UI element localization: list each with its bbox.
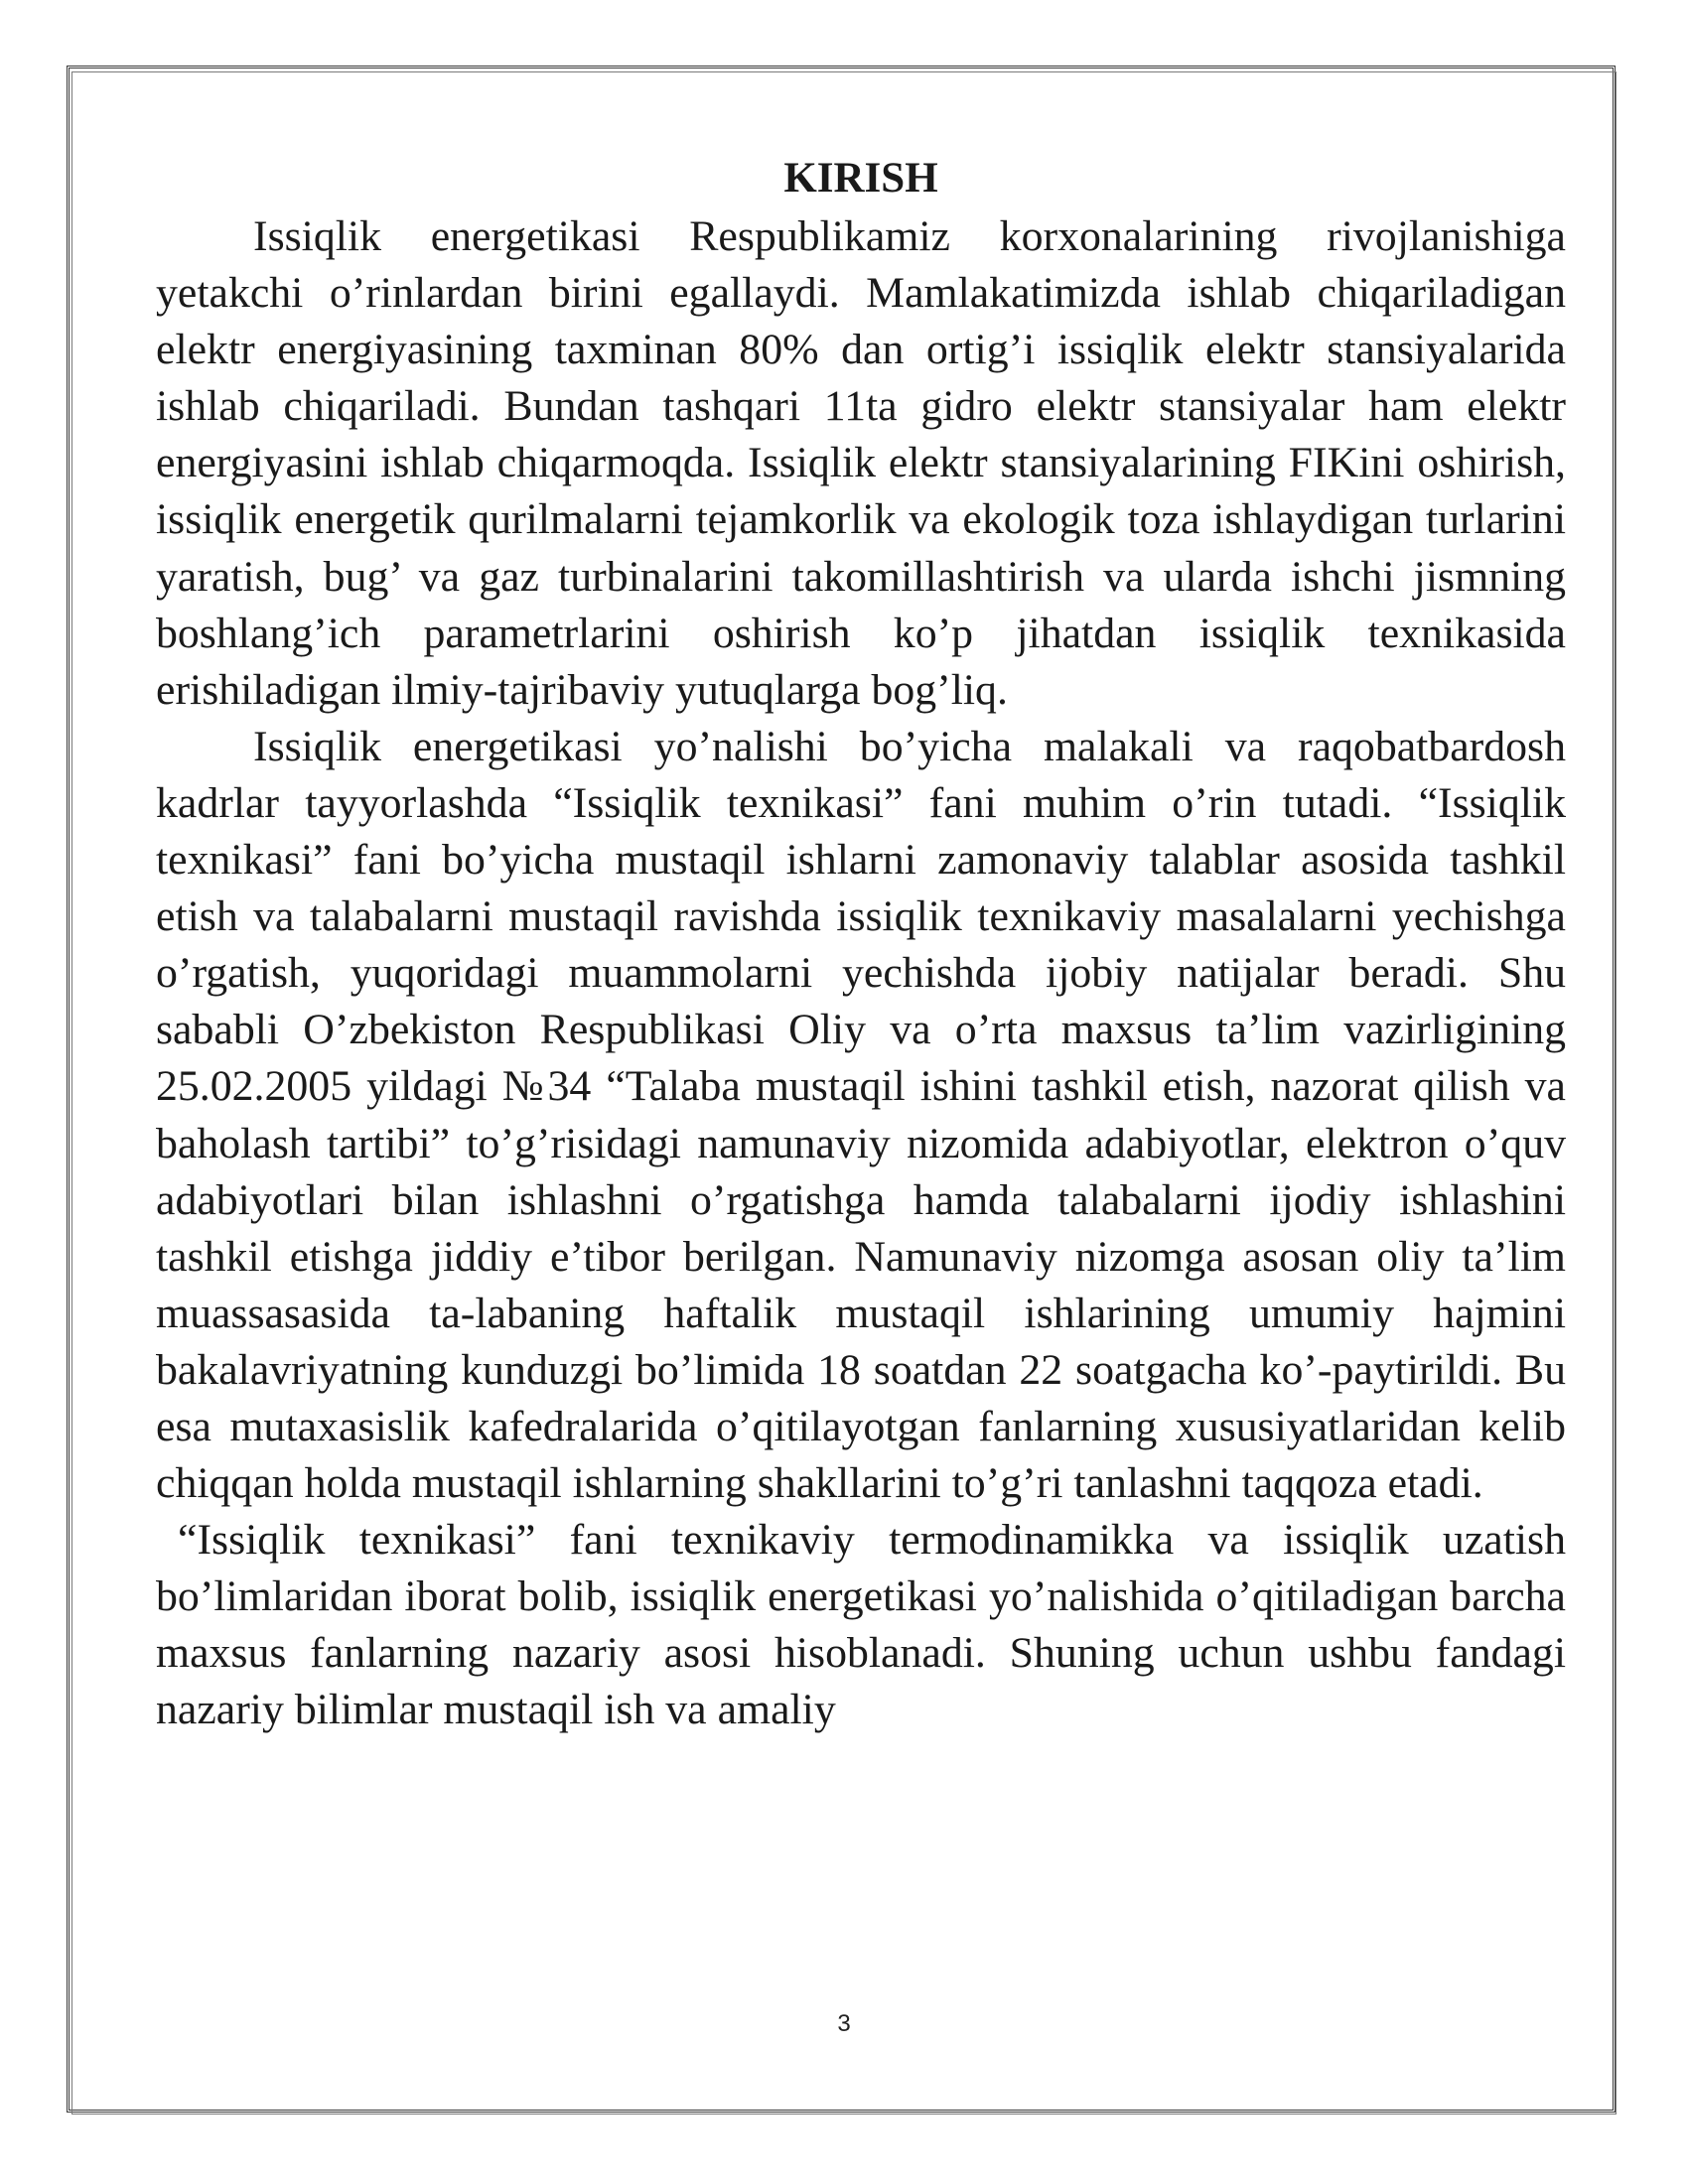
section-title: KIRISH: [783, 155, 938, 202]
page-number: 3: [837, 2010, 851, 2037]
page-content: [156, 149, 1566, 1739]
paragraph-2: Issiqlik energetikasi yo’nalishi bo’yicha malakali va raqobatbardosh kadrlar tayyorlashda “Issiqlik texnikasi” fani muhim o’rin tutadi. “Issiqlik texnikasi” fani bo’yicha mustaqil ishlarni zamonaviy talablar asosida tashkil etish va talabalarni mustaqil ravishda issiqlik texnikaviy masalalarni yechishga o’rgatish, yuqoridagi muammolarni yechishda ijobiy natijalar beradi. Shu sababli O’zbekiston Respublikasi Oliy va o’rta maxsus ta’lim vazirligining 25.02.2005 yildagi №34 “Talaba mustaqil ishini tashkil etish, nazorat qilish va baholash tartibi” to’g’risidagi namunaviy nizomida adabiyotlar, elektron o’quv adabiyotlari bilan ishlashni o’rgatishga hamda talabalarni ijodiy ishlashini tashkil etishga jiddiy e’tibor berilgan. Namunaviy nizomga asosan oliy ta’lim muassasasida ta-labaning haftalik mustaqil ishlarining umumiy hajmini bakalavriyatning kunduzgi bo’limida 18 soatdan 22 soatgacha ko’-paytirildi. Bu esa mutaxasislik kafedralarida o’qitilayotgan fanlarning xususiyatlaridan kelib chiqqan holda mustaqil ishlarning shakllarini to’g’ri tanlashni taqqoza etadi.: [156, 722, 1566, 1508]
paragraph-3: “Issiqlik texnikasi” fani texnikaviy termodinamikka va issiqlik uzatish bo’limlaridan iborat bolib, issiqlik energetikasi yo’nalishida o’qitiladigan barcha maxsus fanlarning nazariy asosi hisoblanadi. Shuning uchun ushbu fandagi nazariy bilimlar mustaqil ish va amaliy: [156, 1516, 1566, 1734]
paragraph-1: Issiqlik energetikasi Respublikamiz korxonalarining rivojlanishiga yetakchi o’rinlardan birini egallaydi. Mamlakatimizda ishlab chiqariladigan elektr energiyasining taxminan 80% dan ortig’i issiqlik elektr stansiyalarida ishlab chiqariladi. Bundan tashqari 11ta gidro elektr stansiyalar ham elektr energiyasini ishlab chiqarmoqda. Issiqlik elektr stansiyalarining FIKini oshirish, issiqlik energetik qurilmalarni tejamkorlik va ekologik toza ishlaydigan turlarini yaratish, bug’ va gaz turbinalarini takomillashtirish va ularda ishchi jismning boshlang’ich parametrlarini oshirish ko’p jihatdan issiqlik texnikasida erishiladigan ilmiy-tajribaviy yutuqlarga bog’liq.: [156, 212, 1566, 714]
